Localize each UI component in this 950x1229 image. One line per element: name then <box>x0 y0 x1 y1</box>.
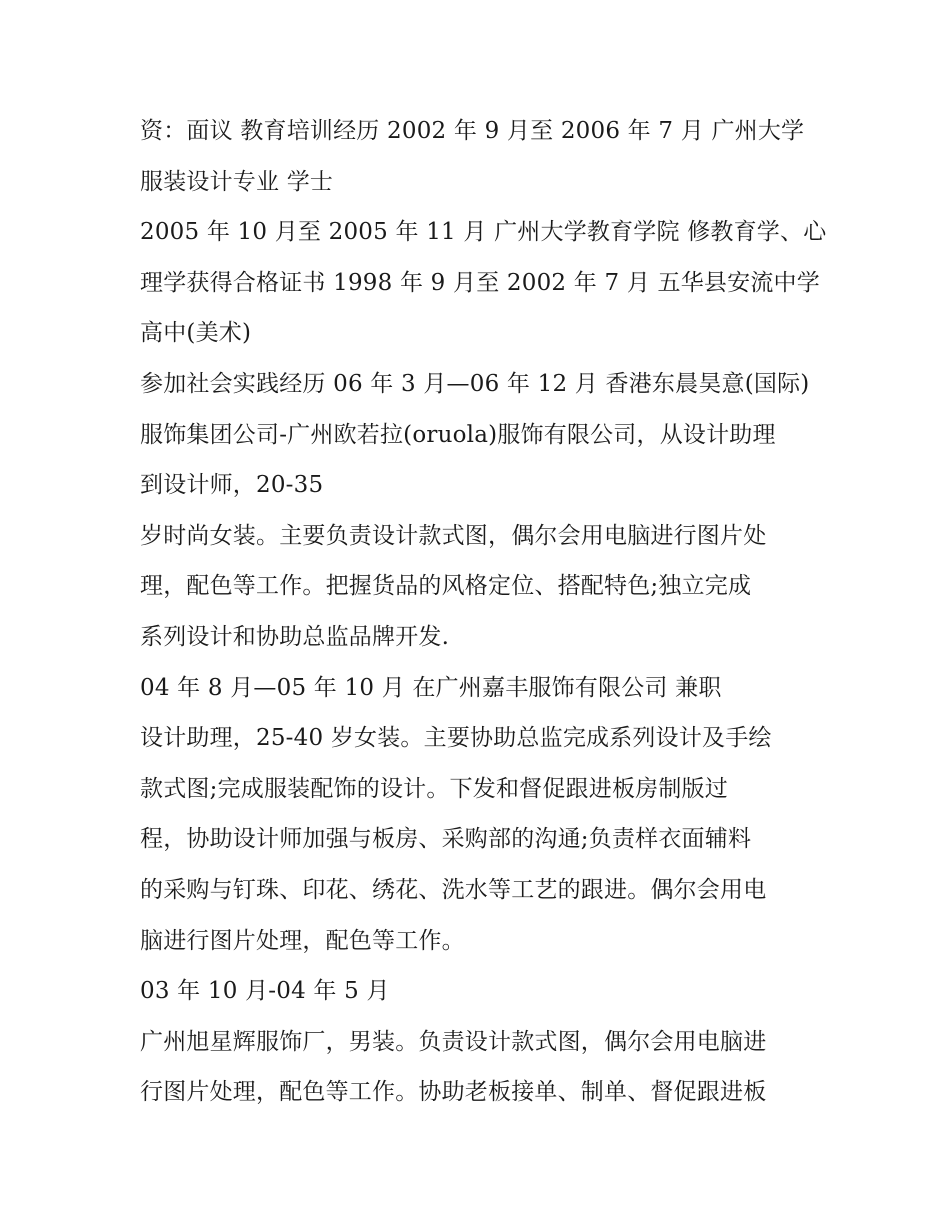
resume-text-body <box>140 106 840 1118</box>
text-line: 2005 年 10 月至 2005 年 11 月 广州大学教育学院 修教育学、心 <box>140 219 827 246</box>
text-line: 到设计师，20-35 <box>140 472 324 499</box>
text-line: 脑进行图片处理，配色等工作。 <box>140 927 465 954</box>
text-line: 广州旭星辉服饰厂，男装。负责设计款式图，偶尔会用电脑进 <box>140 1028 767 1055</box>
text-line: 服装设计专业 学士 <box>140 168 334 195</box>
text-line: 程，协助设计师加强与板房、采购部的沟通;负责样衣面辅料 <box>140 826 752 853</box>
text-line: 03 年 10 月-04 年 5 月 <box>140 978 390 1005</box>
text-line: 款式图;完成服装配饰的设计。下发和督促跟进板房制版过 <box>140 775 728 802</box>
text-line: 服饰集团公司-广州欧若拉(oruola)服饰有限公司，从设计助理 <box>140 421 776 448</box>
text-line: 高中(美术) <box>140 320 252 347</box>
text-line: 理，配色等工作。把握货品的风格定位、搭配特色;独立完成 <box>140 573 752 600</box>
text-line: 行图片处理，配色等工作。协助老板接单、制单、督促跟进板 <box>140 1079 767 1106</box>
text-line: 资：面议 教育培训经历 2002 年 9 月至 2006 年 7 月 广州大学 <box>140 118 805 144</box>
text-line: 理学获得合格证书 1998 年 9 月至 2002 年 7 月 五华县安流中学 <box>140 269 820 296</box>
text-line: 系列设计和协助总监品牌开发. <box>140 623 450 650</box>
text-line: 岁时尚女装。主要负责设计款式图，偶尔会用电脑进行图片处 <box>140 522 767 549</box>
text-line: 的采购与钉珠、印花、绣花、洗水等工艺的跟进。偶尔会用电 <box>140 876 767 903</box>
text-line: 04 年 8 月—05 年 10 月 在广州嘉丰服饰有限公司 兼职 <box>140 674 722 701</box>
text-line: 参加社会实践经历 06 年 3 月—06 年 12 月 香港东晨昊意(国际) <box>140 370 810 397</box>
text-line: 设计助理，25-40 岁女装。主要协助总监完成系列设计及手绘 <box>140 725 772 752</box>
